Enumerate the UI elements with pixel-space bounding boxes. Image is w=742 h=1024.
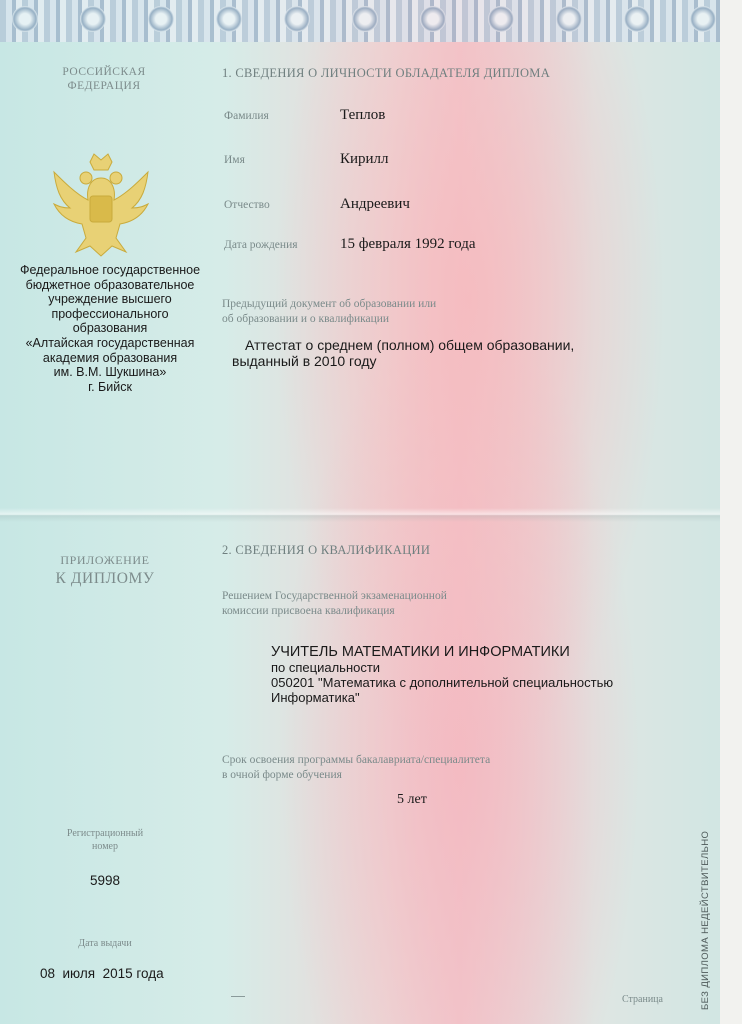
appendix-title-line2: К ДИПЛОМУ bbox=[55, 570, 155, 587]
org-line: академия образования bbox=[42, 350, 178, 365]
specialty-line2: Информатика" bbox=[271, 690, 360, 705]
study-term-label-line1: Срок освоения программы бакалавриата/специалитета bbox=[222, 754, 491, 766]
issue-date: 08 июля 2015 года bbox=[40, 966, 164, 981]
appendix-title-line1: ПРИЛОЖЕНИЕ bbox=[60, 553, 150, 567]
country-name-line2: ФЕДЕРАЦИЯ bbox=[67, 80, 141, 92]
coat-of-arms-emblem bbox=[46, 148, 156, 260]
registration-label-line2: номер bbox=[92, 841, 118, 852]
org-line: Федеральное государственное bbox=[19, 263, 201, 277]
page-label: Страница bbox=[622, 994, 663, 1005]
section1-heading: 1. СВЕДЕНИЯ О ЛИЧНОСТИ ОБЛАДАТЕЛЯ ДИПЛОМА bbox=[222, 66, 551, 80]
organization-name bbox=[10, 263, 210, 394]
org-line: им. В.М. Шукшина» bbox=[53, 365, 167, 380]
specialty-label: по специальности bbox=[271, 660, 381, 675]
commission-decision-line2: комиссии присвоена квалификация bbox=[222, 605, 395, 617]
page-fold bbox=[0, 508, 720, 522]
commission-decision-line1: Решением Государственной экзаменационной bbox=[222, 590, 447, 602]
validity-note-vertical: БЕЗ ДИПЛОМА НЕДЕЙСТВИТЕЛЬНО bbox=[700, 830, 711, 1010]
registration-label-line1: Регистрационный bbox=[66, 828, 144, 839]
name-label: Имя bbox=[224, 154, 245, 166]
birth-date-label: Дата рождения bbox=[224, 239, 298, 251]
country-name-line1: РОССИЙСКАЯ bbox=[62, 66, 146, 78]
previous-document-line2: выданный в 2010 году bbox=[232, 353, 377, 369]
paper-edge bbox=[720, 0, 742, 1024]
org-line: бюджетное образовательное bbox=[25, 277, 195, 292]
patronymic-value: Андреевич bbox=[340, 196, 410, 212]
surname-label: Фамилия bbox=[224, 110, 269, 122]
footer-dash bbox=[231, 996, 245, 997]
qualification-value: УЧИТЕЛЬ МАТЕМАТИКИ И ИНФОРМАТИКИ bbox=[271, 644, 570, 660]
previous-document-line1: Аттестат о среднем (полном) общем образовании, bbox=[245, 337, 575, 353]
org-line: «Алтайская государственная bbox=[25, 335, 195, 350]
name-value: Кирилл bbox=[340, 151, 389, 167]
issue-date-label: Дата выдачи bbox=[78, 938, 132, 949]
section2-heading: 2. СВЕДЕНИЯ О КВАЛИФИКАЦИИ bbox=[222, 543, 431, 557]
surname-value: Теплов bbox=[340, 107, 386, 123]
study-term-label-line2: в очной форме обучения bbox=[222, 769, 342, 781]
registration-number: 5998 bbox=[90, 873, 121, 888]
org-line: профессионального bbox=[51, 306, 169, 321]
birth-date-value: 15 февраля 1992 года bbox=[340, 236, 476, 252]
previous-document-label-line1: Предыдущий документ об образовании или bbox=[222, 298, 437, 310]
org-line: учреждение высшего bbox=[48, 292, 172, 307]
patronymic-label: Отчество bbox=[224, 199, 270, 211]
security-ornament-band bbox=[0, 0, 722, 42]
org-line: образования bbox=[72, 321, 148, 336]
specialty-line1: 050201 "Математика с дополнительной специальностью bbox=[271, 675, 614, 690]
org-line: г. Бийск bbox=[88, 379, 132, 394]
study-term-value: 5 лет bbox=[397, 792, 427, 807]
previous-document-label-line2: об образовании и о квалификации bbox=[222, 313, 390, 325]
